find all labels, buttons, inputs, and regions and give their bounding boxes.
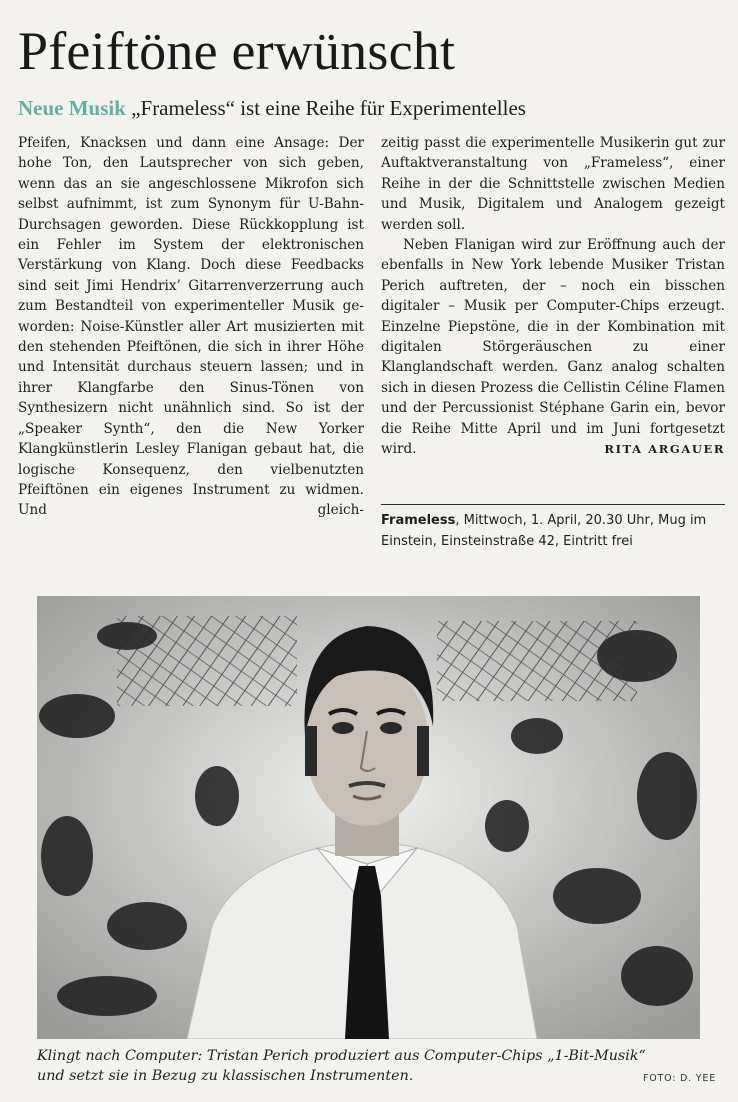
event-name: Frameless (381, 513, 456, 528)
portrait-photo (37, 596, 700, 1039)
headline: Pfeiftöne erwünscht (18, 21, 456, 81)
photo-credit: FOTO: D. YEE (642, 1073, 716, 1084)
article-column-1 (18, 133, 364, 521)
subhead-kicker: Neue Musik (18, 96, 126, 120)
portrait-illustration (37, 596, 700, 1039)
event-venue-prefix: , Mug im (649, 513, 707, 528)
article-text-part-2: zeitig passt die experimentelle Musikerin gut zur Auftaktveranstaltung von „Frameless“, einer Reihe in der die Schnittstelle zwischen Medien und Musik, Digitalem und Analogem gezeigt werden soll. (381, 135, 725, 233)
author-byline: RITA ARGAUER (604, 442, 725, 457)
info-divider (381, 504, 725, 505)
event-address: , Einsteinstraße 42, (432, 534, 564, 549)
subhead (18, 94, 718, 122)
event-date-prefix: , Mittwoch, (455, 513, 531, 528)
event-price: Eintritt frei (563, 534, 633, 549)
article-paragraph-2: Neben Flanigan wird zur Eröffnung auch der ebenfalls in New York lebende Musiker Tristan Perich auftreten, der – noch ein bisschen digitaler – Musik per Computer-Chips erzeugt. Einzelne Piepstöne, die in der Kombination mit digitalen Störgeräuschen zu einer Klanglandschaft werden. Ganz analog schalten sich in diesen Prozess die Cellistin Céline Flamen und der Percussionist Stéphane Garin ein, bevor die Reihe Mitte April und im Juni fortgesetzt wird. (381, 237, 725, 458)
subhead-text: „Frameless“ ist eine Reihe für Experimentelles (131, 96, 526, 120)
event-date: 1. April, 20.30 Uhr (530, 513, 650, 528)
photo-caption: Klingt nach Computer: Tristan Perich produziert aus Computer-Chips „1-Bit-Musik“ und setzt sie in Bezug zu klassischen Instrumenten. (37, 1048, 646, 1084)
article-text-part-1: Pfeifen, Knacksen und dann eine Ansage: Der hohe Ton, den Lautsprecher von sich geben, wenn das an sie angeschlossene Mikrofon sich selbst aufnimmt, ist zum Synonym für U-Bahn-Durchsagen geworden. Diese Rückkopplung ist ein Fehler im System der elektronischen Verstärkung von Klang. Doch diese Feedbacks sind seit Jimi Hendrix’ Gitarrenverzerrung auch zum Bestandteil von experimenteller Musik geworden: Noise-Künstler aller Art musizierten mit den stehenden Pfeiftönen, die sich in ihrer Höhe und Intensität durchaus steuern lassen; und in ihrer Klangfarbe den Sinus-Tönen von Synthesizern nicht unähnlich sind. So ist der „Speaker Synth“, den die New Yorker Klangkünstlerin Lesley Flanigan gebaut hat, die logische Konsequenz, den vielbenutzten Pfeiftönen ein eigenes Instrument zu widmen. Und gleich- (18, 135, 364, 519)
article-column-2 (381, 133, 725, 460)
event-venue: Einstein (381, 534, 433, 549)
event-info (381, 510, 727, 552)
